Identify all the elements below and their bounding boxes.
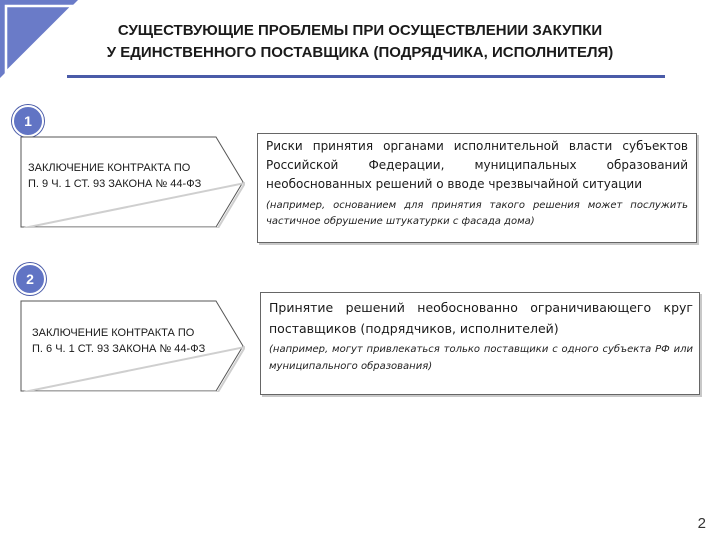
contract-basis-label (28, 160, 201, 192)
title-line-1: СУЩЕСТВУЮЩИЕ ПРОБЛЕМЫ ПРИ ОСУЩЕСТВЛЕНИИ ЗАКУПКИ (117, 22, 603, 39)
contract-basis-label (32, 325, 205, 357)
contract-basis-line-1: ЗАКЛЮЧЕНИЕ КОНТРАКТА ПО (28, 162, 191, 174)
section-number-badge: 2 (14, 263, 46, 295)
section-number-badge: 1 (12, 105, 44, 137)
page-number: 2 (697, 515, 706, 532)
problem-box (260, 292, 700, 395)
page-title (40, 20, 680, 64)
problem-example: (например, основанием для принятия такого решения может послужить частичное обрушение штукатурки с фасада дома) (266, 200, 688, 227)
problem-box (257, 133, 697, 243)
problem-example: (например, могут привлекаться только поставщики с одного субъекта РФ или муниципального образования) (269, 344, 693, 372)
problem-text: Риски принятия органами исполнительной власти субъектов Российской Федерации, муниципальных образований необоснованных решений о вводе чрезвычайной ситуации (266, 139, 688, 191)
contract-basis-line-1: ЗАКЛЮЧЕНИЕ КОНТРАКТА ПО (32, 327, 195, 339)
title-line-2: У ЕДИНСТВЕННОГО ПОСТАВЩИКА (ПОДРЯДЧИКА, ИСПОЛНИТЕЛЯ) (106, 44, 614, 61)
contract-basis-line-2: П. 6 Ч. 1 СТ. 93 ЗАКОНА № 44-ФЗ (32, 343, 206, 355)
title-underline (67, 75, 665, 78)
contract-basis-line-2: П. 9 Ч. 1 СТ. 93 ЗАКОНА № 44-ФЗ (28, 178, 202, 190)
problem-text: Принятие решений необоснованно ограничивающего круг поставщиков (подрядчиков, исполнителей) (269, 300, 693, 336)
